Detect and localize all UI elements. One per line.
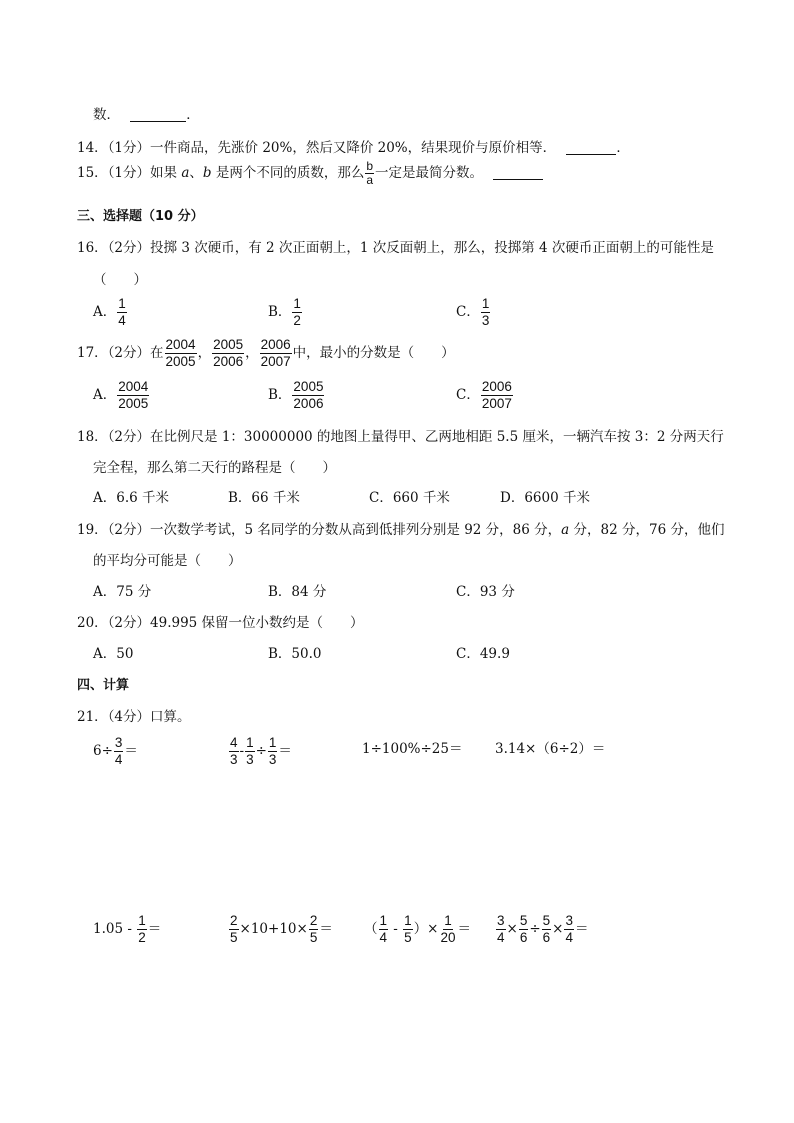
q20-text: 49.995 保留一位小数约是（ ） [150,615,364,631]
frac-den: 2 [293,313,301,328]
option-fraction [292,379,324,412]
q20-option-c[interactable] [456,642,510,662]
q20-option-b[interactable] [268,642,321,662]
option-text: 84 分 [291,584,327,600]
q21-score: （4分） [107,709,151,725]
frac-num: 2 [230,913,238,928]
calc-fraction [268,735,278,768]
q16-option-b[interactable] [268,296,303,329]
frac-num: 2006 [260,337,291,352]
option-text: 50.0 [291,646,322,662]
frac-den: 6 [519,930,528,945]
q17-text-b: 中，最小的分数是（ ） [292,345,455,361]
q16-num: 16． [77,240,108,256]
option-text: 50 [116,646,134,662]
frac-num: 2005 [213,337,244,352]
frac-den: 4 [118,313,126,328]
q15-var-a: a [181,165,190,181]
calc-op: ÷ [529,921,541,937]
q19-option-a[interactable] [93,580,151,600]
q14-num: 14． [77,140,108,156]
q17-frac-2 [212,337,244,370]
calc-6 [228,913,333,946]
frac-den: 3 [230,752,238,767]
q15-text-b: 、 [189,165,203,181]
frac-num: 1 [138,913,146,928]
frac-num: 2004 [118,379,149,394]
calc-8 [495,913,589,946]
calc-2 [228,735,292,768]
option-label: C． [456,584,480,600]
q14-answer-blank[interactable] [566,140,616,155]
q17-sep: ， [197,345,212,361]
q20-score: （2分） [107,615,151,631]
frac-num: 1 [481,296,490,311]
calc-1 [93,735,138,768]
q15-text-a: 如果 [150,165,182,181]
q19-line-1b: 分，82 分，76 分，他们 [569,522,725,538]
option-label: B． [268,646,292,662]
frac-num: 1 [268,735,277,750]
frac-den: 5 [230,930,238,945]
option-label: D． [500,490,525,506]
frac-den: 4 [114,752,123,767]
calc-op: - [389,921,403,937]
q19-line-2: 的平均分可能是（ ） [93,553,242,569]
q18-line-1: 在比例尺是 1：30000000 的地图上量得甲、乙两地相距 5.5 厘米，一辆汽车按 3：2 分两天行 [150,429,724,445]
frac-den: 2 [138,930,146,945]
question-16 [77,236,714,256]
calc-fraction [229,735,239,768]
q16-score: （2分） [107,240,151,256]
question-18 [77,425,724,445]
q19-line-1a: 一次数学考试，5 名同学的分数从高到低排列分别是 92 分，86 分， [150,522,562,538]
frac-den: 20 [440,930,456,945]
calc-fraction [496,913,506,946]
option-fraction [481,296,491,329]
option-text: 93 分 [479,584,515,600]
calc-equals: ＝ [278,743,292,759]
option-label: A． [93,304,117,320]
q19-option-c[interactable] [456,580,515,600]
calc-fraction [229,913,239,946]
frac-num: 1 [444,913,452,928]
q19-var: a [561,522,570,538]
option-label: C． [456,304,480,320]
option-fraction [117,296,127,329]
q14-text: 一件商品，先涨价 20%，然后又降价 20%，结果现价与原价相等． [150,140,557,156]
calc-fraction [542,913,552,946]
option-text: 49.9 [479,646,510,662]
q17-frac-3 [260,337,292,370]
option-fraction [481,379,513,412]
frac-num: 3 [497,913,505,928]
option-label: C． [369,490,393,506]
q21-text: 口算。 [150,709,191,725]
option-label: C． [456,646,480,662]
calc-fraction [440,913,457,946]
q15-answer-blank[interactable] [493,165,543,180]
q19-option-b[interactable] [268,580,326,600]
frac-den: 2007 [260,354,291,369]
question-15 [77,160,543,187]
q15-text-c: 是两个不同的质数，那么 [211,165,365,181]
q18-score: （2分） [107,429,151,445]
calc-paren: （ [364,921,378,937]
frac-num: 2004 [165,337,196,352]
calc-fraction [403,913,413,946]
frac-den: 4 [379,930,388,945]
q17-sep: ， [245,345,259,361]
frac-den: 2006 [293,396,324,411]
option-label: B． [228,490,252,506]
frac-den: 2006 [213,354,244,369]
frac-den: 3 [246,752,254,767]
question-14 [77,136,630,156]
q17-frac-1 [165,337,197,370]
q15-fraction [365,160,374,187]
option-fraction [292,296,302,329]
option-text: 6.6 千米 [116,490,170,506]
frac-den: 2005 [118,396,149,411]
option-text: 6600 千米 [524,490,590,506]
frac-den: 3 [481,313,490,328]
frac-den: 5 [309,930,318,945]
q13-tail [93,103,200,123]
question-17 [77,337,455,370]
q17-num: 17． [77,345,108,361]
q17-text-a: 在 [150,345,164,361]
q13-answer-blank[interactable] [130,107,186,122]
frac-num: 4 [230,735,238,750]
q16-text: 投掷 3 次硬币，有 2 次正面朝上，1 次反面朝上，那么，投掷第 4 次硬币正面朝上的可能性是 [150,240,714,256]
frac-num: 3 [114,735,123,750]
calc-text: ×10+10× [239,921,308,937]
option-label: A． [93,490,117,506]
frac-num: 5 [542,913,551,928]
calc-op: × [506,921,518,937]
calc-fraction [137,913,147,946]
calc-op: ÷ [255,743,267,759]
q16-paren: （ ） [93,272,147,288]
question-21 [77,705,191,725]
calc-text: 6÷ [93,743,113,759]
option-text: 75 分 [116,584,152,600]
q19-score: （2分） [107,522,151,538]
frac-num: 1 [118,296,126,311]
q15-text-d: 一定是最简分数。 [375,165,484,181]
frac-den: 2005 [165,354,196,369]
frac-num: 1 [379,913,388,928]
q16-option-a[interactable] [93,296,128,329]
q20-num: 20． [77,615,108,631]
calc-fraction [309,913,319,946]
calc-equals: ＝ [147,921,162,937]
q17-option-a[interactable] [93,379,150,412]
frac-num: 1 [293,296,301,311]
frac-den: 5 [404,930,412,945]
frac-num: 2005 [293,379,324,394]
calc-5 [93,913,161,946]
option-label: A． [93,646,117,662]
option-fraction [117,379,149,412]
calc-paren: ）× [413,921,439,937]
calc-equals: ＝ [457,921,472,937]
option-label: A． [93,584,117,600]
option-label: C． [456,387,480,403]
option-label: B． [268,387,292,403]
q21-num: 21． [77,709,108,725]
q20-option-a[interactable] [93,642,133,662]
q18-option-b[interactable] [228,486,300,506]
option-label: B． [268,304,292,320]
section-3-title: 三、选择题（10 分） [77,209,204,224]
q16-option-c[interactable] [456,296,491,329]
frac-num: 2 [309,913,318,928]
q13-tail-text: 数． [93,107,120,123]
q14-score: （1分） [107,140,151,156]
frac-num: 5 [519,913,528,928]
q15-frac-den: a [366,173,374,187]
option-label: B． [268,584,292,600]
frac-den: 2007 [481,396,512,411]
q17-option-b[interactable] [268,379,325,412]
frac-num: 1 [246,735,254,750]
calc-fraction [114,735,124,768]
frac-den: 4 [565,930,573,945]
question-19 [77,518,724,538]
q18-num: 18． [77,429,108,445]
calc-equals: ＝ [124,743,138,759]
q18-option-d[interactable] [500,486,590,506]
q15-num: 15． [77,165,108,181]
option-text: 660 千米 [392,490,450,506]
calc-7 [364,913,471,946]
frac-den: 6 [542,930,551,945]
calc-3: 1÷100%÷25＝ [362,741,463,757]
q14-end: ． [616,140,630,156]
section-4-title: 四、计算 [77,678,130,693]
question-20 [77,611,364,631]
calc-op: - [239,743,245,759]
q15-frac-num: b [366,159,374,173]
calc-op: × [552,921,564,937]
calc-fraction [519,913,529,946]
q15-var-b: b [202,165,212,181]
frac-den: 4 [497,930,505,945]
calc-fraction [379,913,389,946]
calc-fraction [245,735,255,768]
frac-den: 3 [268,752,277,767]
frac-num: 3 [565,913,573,928]
q17-score: （2分） [107,345,151,361]
q18-option-a[interactable] [93,486,169,506]
calc-equals: ＝ [575,921,589,937]
q19-num: 19． [77,522,108,538]
calc-text: 1.05 - [93,921,137,937]
q13-end: ． [186,107,200,123]
option-label: A． [93,387,117,403]
q17-option-c[interactable] [456,379,514,412]
frac-num: 2006 [481,379,512,394]
option-text: 66 千米 [251,490,300,506]
calc-equals: ＝ [319,921,333,937]
q15-score: （1分） [107,165,151,181]
calc-fraction [564,913,574,946]
frac-num: 1 [404,913,412,928]
calc-4: 3.14×（6÷2）＝ [495,741,606,757]
q18-line-2: 完全程，那么第二天行的路程是（ ） [93,460,336,476]
q18-option-c[interactable] [369,486,450,506]
